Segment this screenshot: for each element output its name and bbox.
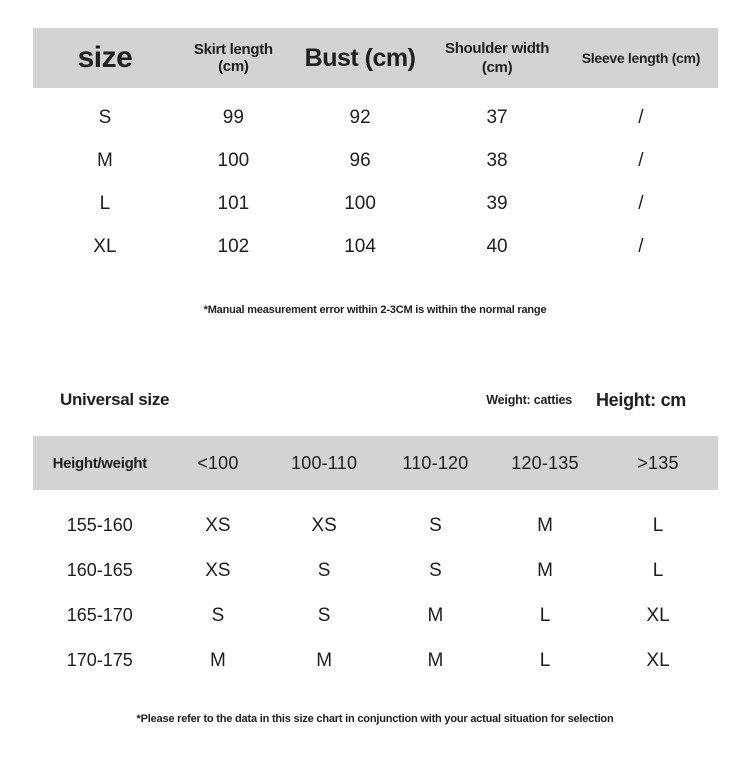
- column-header-skirt-length: Skirt length (cm): [193, 41, 273, 75]
- size-chart-body: [33, 96, 718, 268]
- recommended-size: S: [429, 514, 442, 536]
- sleeve-length-value: /: [638, 192, 644, 214]
- recommended-size: XS: [311, 514, 337, 536]
- height-range-label: 155-160: [66, 515, 133, 535]
- size-label: M: [97, 149, 113, 171]
- column-header-bust: Bust (cm): [304, 43, 416, 72]
- bust-value: 104: [344, 235, 376, 257]
- column-header-sleeve-length: Sleeve length (cm): [581, 50, 701, 66]
- recommended-size: XS: [205, 514, 231, 536]
- column-header-over-135: >135: [637, 452, 679, 473]
- shoulder-width-value: 39: [486, 192, 508, 214]
- shoulder-width-value: 37: [486, 106, 508, 128]
- universal-size-header: [60, 388, 686, 412]
- recommended-size: XS: [205, 559, 231, 581]
- skirt-length-value: 101: [217, 192, 250, 214]
- selection-advice-note: *Please refer to the data in this size chart in conjunction with your actual situation for selection: [136, 713, 614, 725]
- column-header-100-110: 100-110: [291, 452, 358, 473]
- skirt-length-value: 99: [222, 106, 244, 128]
- column-header-height-weight: Height/weight: [52, 454, 147, 472]
- column-header-size: size: [77, 41, 133, 74]
- skirt-length-value: 102: [217, 235, 250, 257]
- size-row-s: [33, 96, 718, 139]
- recommended-size: S: [317, 559, 331, 581]
- recommended-size: S: [317, 604, 331, 626]
- column-header-120-135: 120-135: [511, 452, 579, 473]
- sleeve-length-value: /: [638, 149, 644, 171]
- size-label: L: [99, 192, 111, 214]
- shoulder-width-value: 40: [486, 235, 508, 257]
- universal-chart-header-row: [33, 436, 718, 490]
- recommended-size: M: [316, 649, 333, 671]
- height-range-label: 160-165: [66, 560, 133, 580]
- recommended-size: L: [652, 559, 664, 581]
- height-range-label: 170-175: [66, 650, 133, 670]
- recommended-size: M: [537, 514, 553, 536]
- measurement-error-note: *Manual measurement error within 2-3CM is within the normal range: [203, 304, 547, 316]
- recommended-size: L: [539, 604, 551, 626]
- weight-unit-label: Weight: catties: [486, 393, 572, 407]
- column-header-110-120: 110-120: [402, 452, 469, 473]
- recommended-size: L: [539, 649, 551, 671]
- bust-value: 100: [344, 192, 376, 214]
- universal-chart-body: [33, 503, 718, 683]
- sleeve-length-value: /: [638, 235, 644, 257]
- size-row-l: [33, 182, 718, 225]
- bust-value: 92: [349, 106, 371, 128]
- sleeve-length-value: /: [638, 106, 644, 128]
- height-row-160-165: [33, 548, 718, 593]
- recommended-size: S: [429, 559, 442, 581]
- size-label: S: [98, 106, 112, 128]
- column-header-shoulder-width: Shoulder width (cm): [444, 39, 550, 76]
- height-row-155-160: [33, 503, 718, 548]
- height-range-label: 165-170: [66, 605, 133, 625]
- skirt-length-value: 100: [217, 149, 250, 171]
- recommended-size: L: [652, 514, 664, 536]
- size-row-m: [33, 139, 718, 182]
- size-label: XL: [93, 235, 117, 257]
- size-row-xl: [33, 225, 718, 268]
- height-unit-label: Height: cm: [595, 389, 686, 410]
- height-row-165-170: [33, 593, 718, 638]
- recommended-size: M: [427, 649, 444, 671]
- recommended-size: M: [210, 649, 226, 671]
- size-chart-header-row: [33, 28, 718, 88]
- recommended-size: XL: [646, 604, 670, 626]
- recommended-size: XL: [646, 649, 670, 671]
- shoulder-width-value: 38: [486, 149, 508, 171]
- column-header-under-100: <100: [197, 452, 239, 473]
- universal-size-title: Universal size: [60, 390, 170, 409]
- recommended-size: M: [427, 604, 444, 626]
- recommended-size: M: [537, 559, 553, 581]
- height-row-170-175: [33, 638, 718, 683]
- bust-value: 96: [349, 149, 371, 171]
- recommended-size: S: [211, 604, 225, 626]
